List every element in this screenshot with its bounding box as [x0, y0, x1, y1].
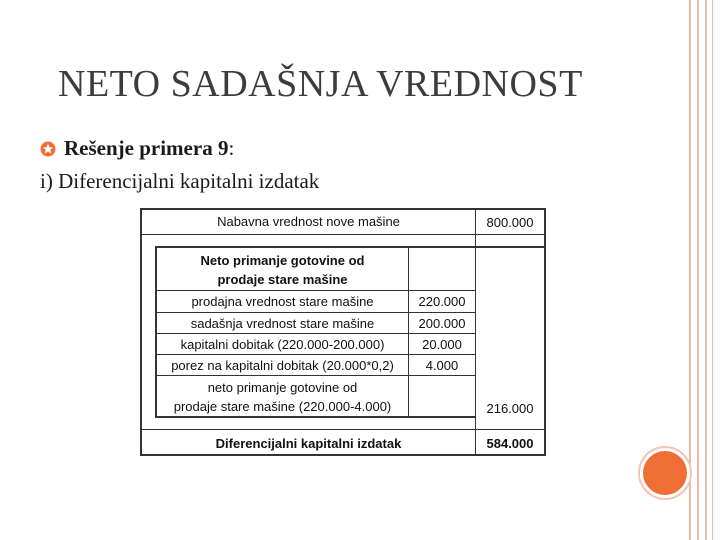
decorative-line	[697, 0, 699, 540]
bullet-suffix: :	[228, 136, 235, 160]
inner-last-value: 216.000	[486, 401, 534, 416]
decorative-circle	[640, 448, 690, 498]
inner-row-value: 220.000	[418, 294, 466, 309]
inner-row-value: 4.000	[425, 358, 459, 373]
inner-row-label: prodajna vrednost stare mašine	[191, 294, 374, 309]
decorative-line	[689, 0, 691, 540]
bullet-label: Rešenje primera 9	[64, 136, 229, 160]
inner-row-label: kapitalni dobitak (220.000-200.000)	[180, 337, 385, 352]
row-value-purchase-value: 800.000	[486, 215, 534, 230]
capital-expenditure-table	[140, 208, 546, 456]
inner-header-line2: prodaje stare mašine	[217, 272, 348, 287]
inner-row-value: 20.000	[422, 337, 462, 352]
total-value: 584.000	[486, 436, 534, 451]
inner-header-line1: Neto primanje gotovine od	[200, 253, 365, 268]
subheading: i) Diferencijalni kapitalni izdatak	[40, 169, 320, 193]
inner-last-label-line2: prodaje stare mašine (220.000-4.000)	[173, 399, 392, 414]
slide-title: NETO SADAŠNJA VREDNOST	[58, 63, 583, 105]
orange-star-bullet-icon	[40, 138, 56, 154]
inner-row-value: 200.000	[418, 316, 466, 331]
inner-row-label: sadašnja vrednost stare mašine	[190, 316, 375, 331]
inner-last-label-line1: neto primanje gotovine od	[207, 380, 358, 395]
inner-row-label: porez na kapitalni dobitak (20.000*0,2)	[171, 358, 394, 373]
bullet-item	[40, 136, 234, 161]
row-label-purchase-value: Nabavna vrednost nove mašine	[217, 214, 400, 229]
total-label: Diferencijalni kapitalni izdatak	[215, 436, 402, 451]
decorative-line	[705, 0, 707, 540]
decorative-line	[712, 0, 713, 540]
